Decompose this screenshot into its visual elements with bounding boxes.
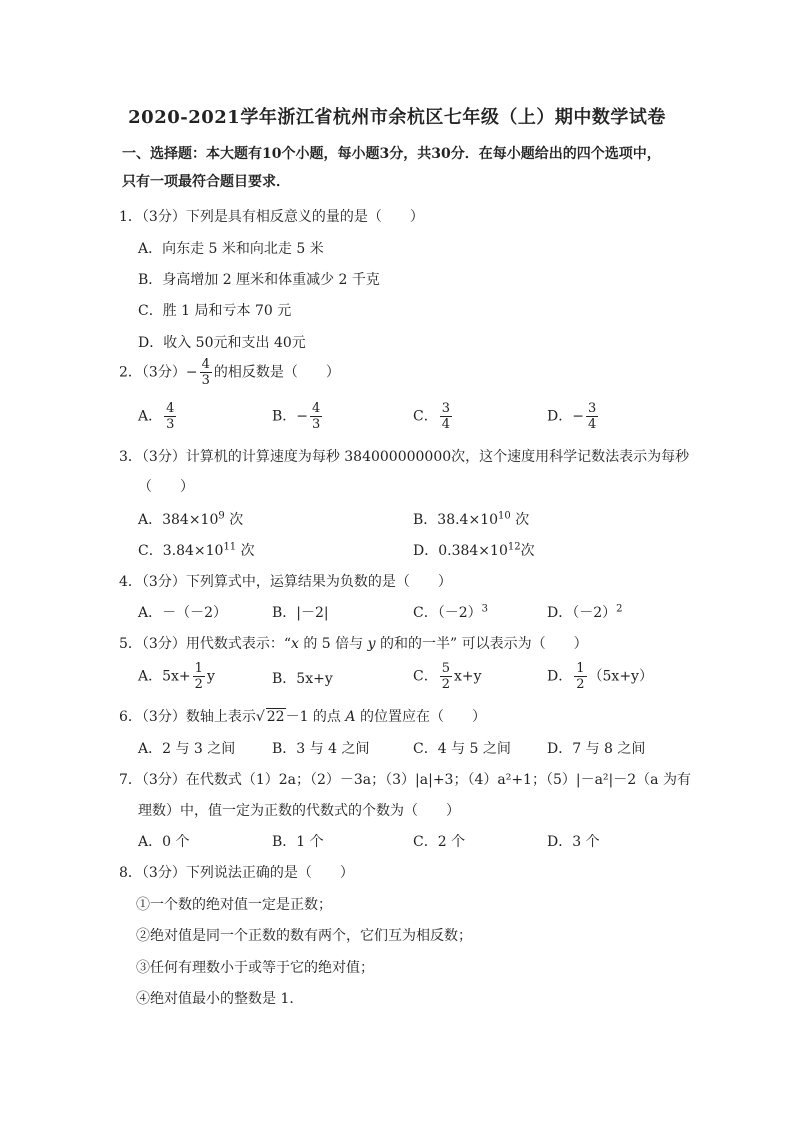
- q5-c-fraction: [440, 662, 452, 691]
- q5-stem-b: 的 5 倍与: [298, 636, 368, 652]
- q2-c-fraction: [440, 402, 452, 431]
- q7-option-c: C．2 个: [413, 834, 466, 850]
- q8-stem: 8．（3分）下列说法正确的是（ ）: [119, 865, 354, 881]
- q2-den: 3: [201, 373, 210, 388]
- q1-option-a: A．向东走 5 米和向北走 5 米: [138, 241, 324, 257]
- q3-a-exp: 9: [218, 510, 225, 522]
- q3-a-base: A．384×10: [138, 512, 219, 528]
- q2-b-num: 4: [312, 401, 321, 416]
- q7-stem-line-2: 理数）中，值一定为正数的代数式的个数为（ ）: [138, 803, 460, 819]
- q1-option-d: D．收入 50元和支出 40元: [138, 335, 306, 351]
- q5-var-x: x: [290, 636, 299, 652]
- q5-c-post: x+y: [454, 668, 482, 685]
- q7-stem-line-1: 7．（3分）在代数式（1）2a；（2）－3a；（3）|a|+3；（4）a²+1；（5）|－a²|－2（a 为有: [119, 772, 691, 788]
- q3-stem: 3．（3分）计算机的计算速度为每秒 384000000000次，这个速度用科学记数法表示为每秒: [119, 449, 690, 465]
- q5-stem-c: 的和的一半” 可以表示为（ ）: [375, 636, 588, 652]
- q6-radicand: 22: [266, 709, 285, 725]
- q6-option-a: A．2 与 3 之间: [138, 741, 236, 757]
- q2-prefix: 2．（3分）: [119, 364, 186, 381]
- q5-d-post: （5x+y）: [588, 668, 653, 685]
- q7-option-b: B．1 个: [272, 834, 324, 850]
- q3-stem-paren: （ ）: [138, 479, 194, 495]
- q5-d-den: 2: [576, 677, 585, 692]
- q3-b-unit: 次: [510, 512, 530, 528]
- q1-option-b: B．身高增加 2 厘米和体重减少 2 千克: [138, 272, 380, 288]
- q4-c-exp: 3: [481, 603, 488, 615]
- q2-option-b: [272, 402, 324, 431]
- q2-c-den: 4: [441, 417, 450, 432]
- q5-d-fraction: [574, 662, 586, 691]
- q5-c-label: C．: [413, 668, 438, 685]
- sqrt-symbol-icon: √: [255, 709, 265, 725]
- q4-option-b: B．|－2|: [272, 605, 329, 621]
- q3-d-unit: 次: [520, 543, 535, 559]
- q4-d-base: D．（－2）: [547, 605, 617, 621]
- q6-suffix: 的位置应在（ ）: [355, 709, 486, 725]
- q2-num: 4: [201, 357, 210, 372]
- q3-b-base: B．38.4×10: [413, 512, 499, 528]
- q2-a-den: 3: [166, 417, 175, 432]
- q6-option-d: D．7 与 8 之间: [547, 741, 646, 757]
- q3-a-unit: 次: [224, 512, 244, 528]
- q8-statement-3: ③任何有理数小于或等于它的绝对值；: [136, 960, 374, 976]
- q3-d-exp: 12: [507, 541, 521, 553]
- exam-title: 2020-2021学年浙江省杭州市余杭区七年级（上）期中数学试卷: [128, 107, 666, 128]
- q2-option-c: [413, 402, 454, 431]
- q5-c-den: 2: [441, 677, 450, 692]
- q4-option-c: [413, 602, 488, 622]
- q6-option-c: C．4 与 5 之间: [413, 741, 511, 757]
- q7-option-a: A．0 个: [138, 834, 190, 850]
- q5-option-b: B．5x+y: [272, 671, 333, 687]
- q6-point-a: A: [345, 709, 356, 725]
- q6-stem: [119, 706, 486, 726]
- q2-a-fraction: [164, 402, 176, 431]
- q2-d-num: 3: [587, 401, 597, 416]
- q6-prefix: 6．（3分）数轴上表示: [119, 709, 256, 725]
- q2-option-d: [547, 402, 600, 431]
- q5-a-fraction: [193, 662, 205, 691]
- q6-option-b: B．3 与 4 之间: [272, 741, 370, 757]
- q5-a-post: y: [206, 668, 215, 685]
- q2-b-label: B．: [272, 408, 297, 425]
- q5-d-num: 1: [576, 661, 585, 676]
- section-heading: [122, 140, 682, 196]
- q8-statement-2: ②绝对值是同一个正数的数有两个，它们互为相反数；: [136, 928, 472, 944]
- section-line-1: 一、选择题：本大题有10个小题，每小题3分，共30分．在每小题给出的四个选项中，: [122, 146, 661, 162]
- q2-d-label: D．: [547, 408, 573, 425]
- q2-fraction: [200, 358, 212, 387]
- q1-stem: 1．（3分）下列是具有相反意义的量的是（ ）: [119, 209, 424, 225]
- q2-minus: −: [185, 364, 198, 381]
- q3-b-exp: 10: [498, 510, 511, 522]
- q4-stem: 4．（3分）下列算式中，运算结果为负数的是（ ）: [119, 574, 452, 590]
- q1-option-c: C．胜 1 局和亏本 70 元: [138, 303, 292, 319]
- q2-b-den: 3: [312, 417, 321, 432]
- q2-d-sign: −: [572, 408, 584, 425]
- section-line-2: 只有一项最符合题目要求．: [122, 174, 290, 190]
- q2-option-a: [138, 402, 178, 431]
- q5-option-d: [547, 662, 653, 691]
- q2-c-label: C．: [413, 408, 438, 425]
- q7-option-d: D．3 个: [547, 834, 600, 850]
- q3-option-b: [413, 509, 529, 529]
- q5-option-a: [138, 662, 215, 691]
- q5-a-num: 1: [194, 661, 203, 676]
- q4-option-d: [547, 602, 623, 622]
- q3-option-c: [138, 540, 255, 560]
- q2-a-label: A．: [138, 408, 163, 425]
- q5-var-y: y: [367, 636, 376, 652]
- q3-c-unit: 次: [236, 543, 255, 559]
- q3-d-base: D．0.384×10: [413, 543, 508, 559]
- q2-d-den: 4: [587, 417, 597, 432]
- q2-a-num: 4: [166, 401, 175, 416]
- q3-c-exp: 11: [223, 541, 237, 553]
- q5-stem-a: 5．（3分）用代数式表示：“: [119, 636, 291, 652]
- q5-a-label: A．: [138, 668, 163, 685]
- q8-statement-4: ④绝对值最小的整数是 1．: [136, 991, 304, 1007]
- q3-c-base: C．3.84×10: [138, 543, 224, 559]
- q5-c-num: 5: [441, 661, 450, 676]
- q5-a-pre: 5x+: [162, 668, 191, 685]
- q5-option-c: [413, 662, 482, 691]
- q2-stem: [119, 358, 340, 387]
- q2-d-fraction: [586, 402, 598, 431]
- q2-c-num: 3: [441, 401, 450, 416]
- q2-b-sign: −: [296, 408, 309, 425]
- q2-suffix: 的相反数是（ ）: [213, 364, 340, 381]
- q8-statement-1: ①一个数的绝对值一定是正数；: [136, 897, 332, 913]
- q4-option-a: A．－（－2）: [138, 605, 228, 621]
- q4-d-exp: 2: [616, 603, 623, 615]
- q5-a-den: 2: [194, 677, 203, 692]
- q5-d-label: D．: [547, 668, 573, 685]
- q3-option-a: [138, 509, 243, 529]
- q6-after: －1 的点: [285, 709, 346, 725]
- q4-c-base: C．（－2）: [413, 605, 482, 621]
- q2-b-fraction: [310, 402, 322, 431]
- q3-option-d: [413, 540, 535, 560]
- q5-stem: [119, 633, 588, 653]
